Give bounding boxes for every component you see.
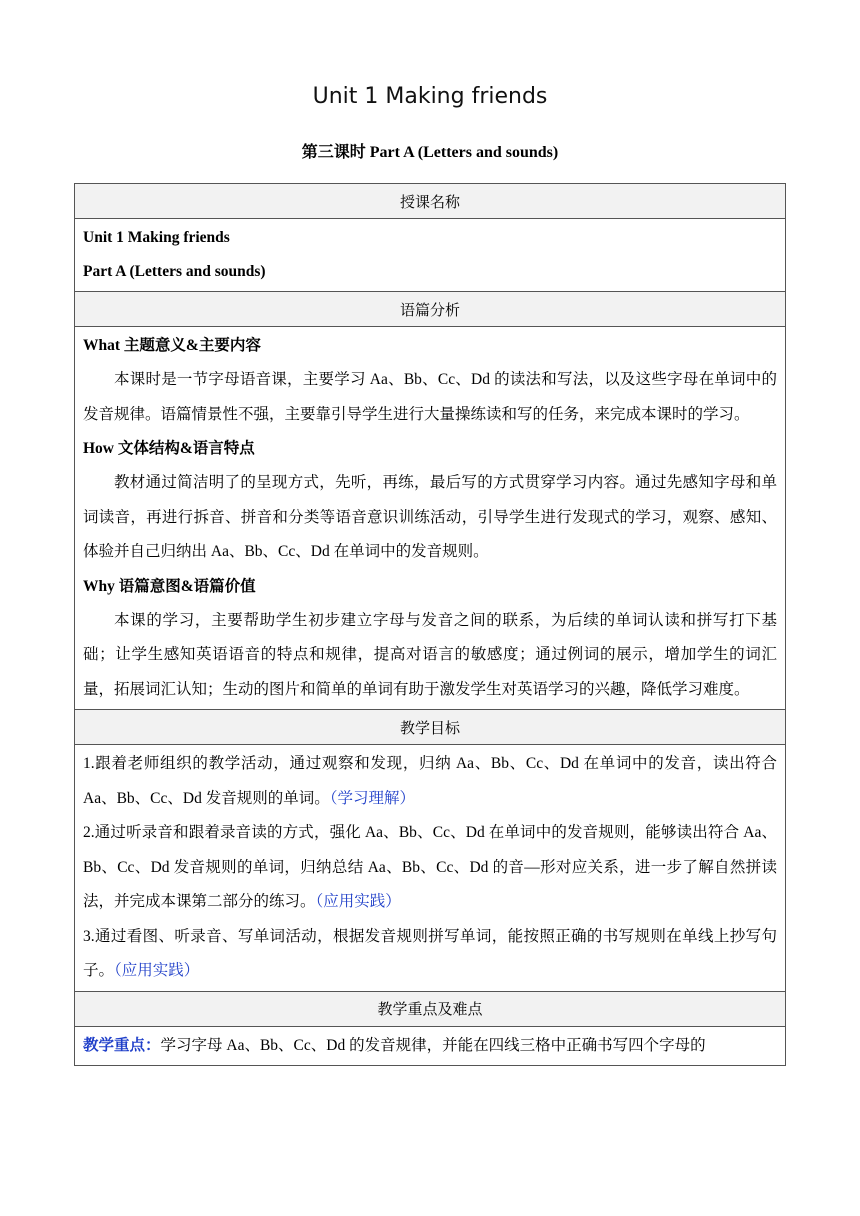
- objective-text: 1.跟着老师组织的教学活动，通过观察和发现，归纳 Aa、Bb、Cc、Dd 在单词中的发音，读出符合 Aa、Bb、Cc、Dd 发音规则的单词。: [83, 755, 777, 807]
- how-paragraph: 教材通过简洁明了的呈现方式，先听，再练，最后写的方式贯穿学习内容。通过先感知字母和单词读音，再进行拆音、拼音和分类等语音意识训练活动，引导学生进行发现式的学习，观察、感知、体验并自己归纳出 Aa、Bb、Cc、Dd 在单词中的发音规则。: [83, 474, 777, 560]
- what-paragraph: 本课时是一节字母语音课，主要学习 Aa、Bb、Cc、Dd 的读法和写法，以及这些字母在单词中的发音规律。语篇情景性不强，主要靠引导学生进行大量操练读和写的任务，来完成本课时的学习。: [83, 371, 777, 423]
- key-points-cell: [75, 1026, 786, 1066]
- key-point-label: 教学重点：: [83, 1036, 161, 1054]
- course-name-line2: Part A (Letters and sounds): [83, 263, 266, 280]
- course-name-line1: Unit 1 Making friends: [83, 229, 230, 246]
- analysis-cell: [75, 327, 786, 710]
- page-title: Unit 1 Making friends: [312, 84, 548, 109]
- what-heading: What 主题意义&主要内容: [83, 337, 261, 354]
- objective-text: 2.通过听录音和跟着录音读的方式，强化 Aa、Bb、Cc、Dd 在单词中的发音规则，能够读出符合 Aa、Bb、Cc、Dd 发音规则的单词，归纳总结 Aa、Bb、Cc、Dd 的音—形对应关系，进一步了解自然拼读法，并完成本课第二部分的练习。: [83, 824, 777, 910]
- why-heading: Why 语篇意图&语篇价值: [83, 577, 256, 595]
- objective-tag: （应用实践）: [315, 893, 401, 910]
- objective-item-2: [83, 816, 777, 920]
- section-header-objectives: 教学目标: [75, 710, 786, 745]
- objectives-cell: [75, 745, 786, 992]
- section-header-key-points: 教学重点及难点: [75, 991, 786, 1026]
- objective-tag: （学习理解）: [329, 789, 415, 807]
- section-header-analysis: 语篇分析: [75, 292, 786, 327]
- why-paragraph: 本课的学习，主要帮助学生初步建立字母与发音之间的联系，为后续的单词认读和拼写打下基础；让学生感知英语语音的特点和规律，提高对语言的敏感度；通过例词的展示，增加学生的词汇量，拓展词汇认知；生动的图片和简单的单词有助于激发学生对英语学习的兴趣，降低学习难度。: [83, 611, 777, 698]
- lesson-plan-table: [74, 183, 786, 1066]
- course-name-cell: [75, 219, 786, 292]
- objective-tag: （应用实践）: [114, 962, 200, 979]
- key-point-text: 学习字母 Aa、Bb、Cc、Dd 的发音规律，并能在四线三格中正确书写四个字母的: [160, 1036, 706, 1054]
- section-header-course-name: 授课名称: [75, 184, 786, 219]
- objective-text: 3.通过看图、听录音、写单词活动，根据发音规则拼写单词，能按照正确的书写规则在单线上抄写句子。: [83, 927, 777, 979]
- key-point-line: [83, 1029, 777, 1064]
- objective-item-3: [83, 920, 777, 989]
- objective-item-1: [83, 747, 777, 816]
- how-heading: How 文体结构&语言特点: [83, 440, 255, 457]
- page-subtitle: 第三课时 Part A (Letters and sounds): [301, 144, 559, 161]
